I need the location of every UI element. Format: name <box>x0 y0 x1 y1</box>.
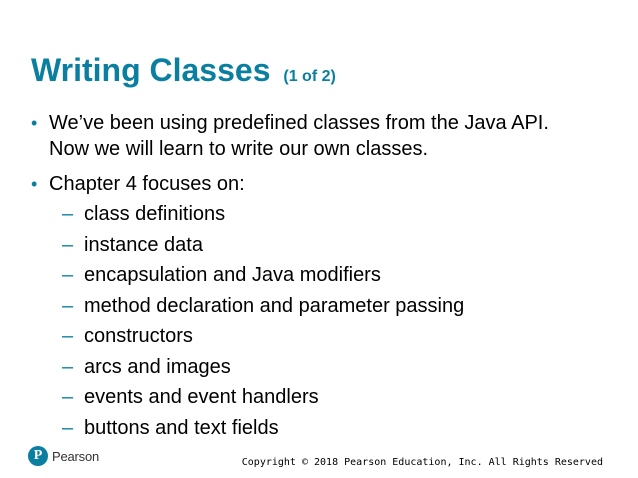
sub-bullet-marker: – <box>62 386 74 408</box>
sub-bullet-item <box>62 354 464 385</box>
sub-bullet-text: buttons and text fields <box>84 416 279 439</box>
sub-bullet-text: instance data <box>84 233 203 256</box>
slide-title <box>31 54 336 86</box>
bullet-text-line: Chapter 4 focuses on: <box>49 173 245 195</box>
slide-title-main: Writing Classes <box>31 52 271 88</box>
slide-title-subtitle: (1 of 2) <box>283 68 336 85</box>
sub-bullet-marker: – <box>62 355 74 378</box>
sub-bullet-text: class definitions <box>84 203 226 225</box>
pearson-logo-text: Pearson <box>52 448 100 464</box>
sub-bullet-marker: – <box>62 325 74 347</box>
sub-bullet-item <box>62 232 464 263</box>
bullet-item <box>31 110 549 162</box>
bullet-text-line: Now we will learn to write our own classes. <box>49 138 429 160</box>
sub-bullet-text: constructors <box>84 325 193 347</box>
sub-bullet-item <box>62 293 464 324</box>
sub-bullet-marker: – <box>62 233 74 256</box>
sub-bullet-text: events and event handlers <box>84 386 319 408</box>
sub-bullet-marker: – <box>62 294 74 317</box>
pearson-logo <box>28 446 99 466</box>
sub-bullet-marker: – <box>62 264 74 286</box>
sub-bullet-text: method declaration and parameter passing <box>84 294 465 317</box>
sub-bullet-item <box>62 384 464 415</box>
sub-bullet-marker: – <box>62 416 74 439</box>
bullet-item <box>31 171 245 197</box>
bullet-marker: • <box>31 174 38 194</box>
sub-bullet-text: arcs and images <box>84 355 231 378</box>
sub-bullet-text: encapsulation and Java modifiers <box>84 264 381 286</box>
sub-bullet-item <box>62 262 464 293</box>
sub-bullet-list <box>62 201 464 445</box>
sub-bullet-item <box>62 323 464 354</box>
bullet-text-line: We’ve been using predefined classes from the Java API. <box>49 112 549 134</box>
sub-bullet-item <box>62 201 464 232</box>
sub-bullet-item <box>62 415 464 446</box>
pearson-logo-icon: P <box>28 446 48 466</box>
bullet-marker: • <box>31 113 38 133</box>
sub-bullet-marker: – <box>62 203 74 225</box>
copyright-notice: Copyright © 2018 Pearson Education, Inc. All Rights Reserved <box>241 457 603 468</box>
